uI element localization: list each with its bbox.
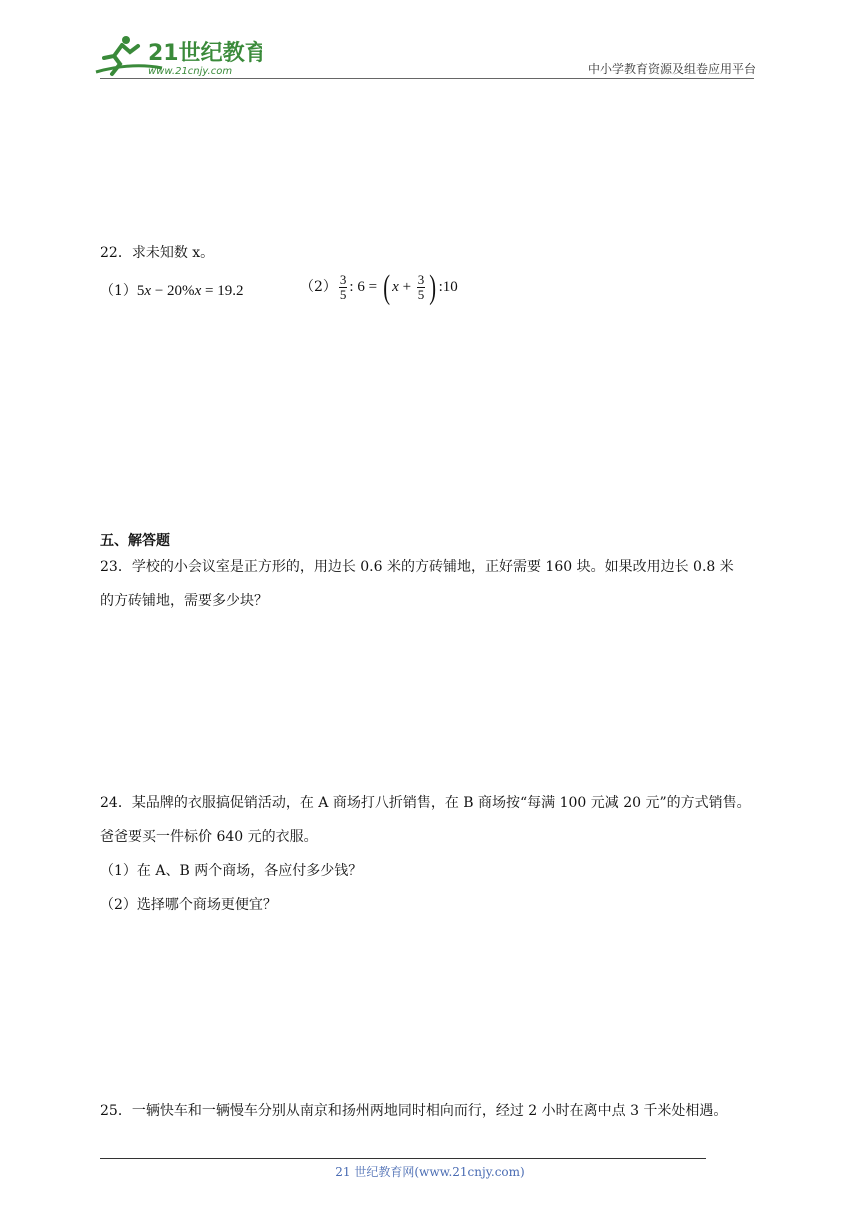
question-22-title: 22．求未知数 x。 (100, 245, 215, 261)
runner-logo-icon (92, 32, 262, 82)
question-22-part-1 (100, 276, 243, 306)
equation-1: 5x − 20%x = 19.2 (136, 283, 244, 299)
equation-2: $\frac{3}{5}$ : 6 = ( x + $\frac{3}{5}$ ) :10 (339, 268, 458, 306)
section-5-title: 五、解答题 (100, 533, 170, 549)
question-22-part-2 (300, 268, 458, 306)
svg-text:21世纪教育: 21世纪教育 (148, 41, 262, 66)
platform-name: 中小学教育资源及组卷应用平台 (587, 62, 756, 76)
header-divider (100, 78, 754, 79)
footer-link[interactable]: 21 世纪教育网(www.21cnjy.com) (335, 1165, 525, 1179)
question-24 (100, 788, 780, 920)
svg-text:www.21cnjy.com: www.21cnjy.com (148, 66, 233, 77)
question-23-line-1: 23．学校的小会议室是正方形的，用边长 0.6 米的方砖铺地，正好需要 160 块。如果改用边长 0.8 米 (100, 559, 734, 575)
question-23-line-2: 的方砖铺地，需要多少块？ (100, 593, 268, 609)
question-24-line-1: 24．某品牌的衣服搞促销活动，在 A 商场打八折销售，在 B 商场按“每满 100 元减 20 元”的方式销售。 (100, 795, 751, 811)
part-2-label: （2） (300, 279, 337, 295)
question-24-line-2: 爸爸要买一件标价 640 元的衣服。 (100, 829, 318, 845)
question-24-sub-1: （1）在 A、B 两个商场，各应付多少钱？ (100, 863, 363, 879)
part-1-label: （1） (100, 283, 137, 299)
question-23 (100, 552, 760, 616)
question-24-sub-2: （2）选择哪个商场更便宜？ (100, 897, 277, 913)
site-logo (92, 32, 262, 82)
question-25: 25．一辆快车和一辆慢车分别从南京和扬州两地同时相向而行，经过 2 小时在离中点 3 千米处相遇。 (100, 1103, 728, 1119)
footer-divider (100, 1158, 706, 1159)
